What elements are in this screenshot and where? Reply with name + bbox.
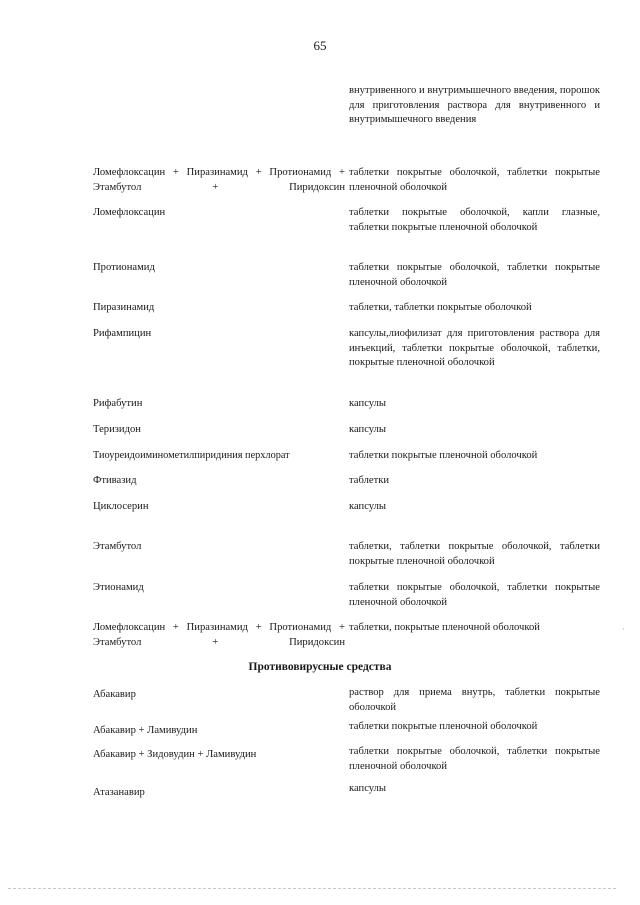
dosage-form-cell: капсулы — [349, 501, 387, 512]
drug-name-cell: Фтивазид — [93, 475, 137, 486]
page-number: 65 — [313, 38, 327, 53]
dosage-form-cell: таблетки покрытые оболочкой, капли глазные, таблетки покрытые пленочной оболочкой — [349, 207, 600, 233]
dosage-form-cell: таблетки — [349, 475, 390, 486]
dosage-form-cell: таблетки покрытые оболочкой, таблетки покрытые пленочной оболочкой — [349, 582, 600, 608]
dosage-form-cell: таблетки, таблетки покрытые оболочкой — [349, 302, 532, 313]
drug-name-cell: Ломефлоксацин — [93, 207, 166, 218]
drug-name-cell: Этионамид — [93, 582, 144, 593]
dosage-form-cell: капсулы — [349, 783, 387, 794]
drug-name-cell: Атазанавир — [93, 787, 145, 798]
dosage-form-cell: таблетки, таблетки покрытые оболочкой, таблетки покрытые пленочной оболочкой — [349, 541, 600, 567]
drug-name-cell: Абакавир + Ламивудин — [93, 725, 198, 736]
drug-name-cell: Этамбутол — [93, 541, 142, 552]
dosage-form-cell: капсулы — [349, 424, 387, 435]
drug-name-cell: Пиразинамид — [93, 302, 155, 313]
section-heading: Противовирусные средства — [248, 661, 392, 673]
drug-name-cell: Ломефлоксацин + Пиразинамид + Протионамид + Этамбутол + Пиридоксин — [93, 622, 345, 648]
dosage-form-cell: внутривенного и внутримышечного введения, порошок для приготовления раствора для внутривенного и внутримышечного введения — [349, 85, 601, 125]
dosage-form-cell: капсулы,лиофилизат для приготовления раствора для инъекций, таблетки покрытые оболочкой, таблетки, покрытые пленочной оболочкой — [349, 328, 600, 368]
dosage-form-cell: таблетки покрытые оболочкой, таблетки покрытые пленочной оболочкой — [349, 262, 600, 288]
scan-mark: · — [622, 625, 625, 634]
drug-name-cell: Тиоуреидоиминометилпиридиния перхлорат — [93, 450, 290, 461]
drug-name-cell: Протионамид — [93, 262, 155, 273]
drug-name-cell: Теризидон — [93, 424, 141, 435]
drug-name-cell: Абакавир — [93, 689, 136, 700]
dosage-form-cell: таблетки покрытые оболочкой, таблетки покрытые пленочной оболочкой — [349, 746, 600, 772]
drug-name-cell: Ломефлоксацин + Пиразинамид + Протионамид + Этамбутол + Пиридоксин — [93, 167, 345, 193]
dosage-form-cell: таблетки покрытые пленочной оболочкой — [349, 450, 538, 461]
drug-name-cell: Рифампицин — [93, 328, 152, 339]
scan-artifact-line — [8, 888, 616, 889]
dosage-form-cell: таблетки, покрытые пленочной оболочкой — [349, 622, 540, 633]
dosage-form-cell: капсулы — [349, 398, 387, 409]
dosage-form-cell: раствор для приема внутрь, таблетки покрытые оболочкой — [349, 687, 600, 713]
drug-name-cell: Рифабутин — [93, 398, 143, 409]
drug-name-cell: Циклосерин — [93, 501, 149, 512]
drug-name-cell: Абакавир + Зидовудин + Ламивудин — [93, 749, 257, 760]
dosage-form-cell: таблетки покрытые пленочной оболочкой — [349, 721, 538, 732]
dosage-form-cell: таблетки покрытые оболочкой, таблетки покрытые пленочной оболочкой — [349, 167, 600, 193]
